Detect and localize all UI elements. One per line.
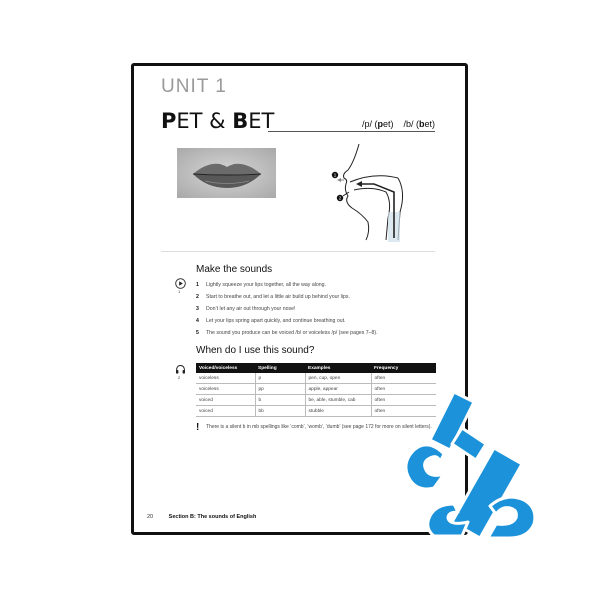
title-second-cap: B (232, 109, 249, 133)
table-cell: often (371, 395, 436, 406)
table-cell: voiceless (196, 384, 255, 395)
unit-label: UNIT 1 (161, 76, 227, 97)
make-sounds-heading: Make the sounds (196, 264, 273, 275)
page-title (161, 109, 274, 133)
table-cell: voiced (196, 406, 255, 417)
table-cell: often (371, 384, 436, 395)
head-cross-section-diagram (314, 142, 410, 242)
steps-list (196, 280, 446, 340)
col-examples: Examples (305, 363, 371, 373)
list-item: 2 Start to breathe out, and let a little air build up behind your lips. (196, 294, 350, 300)
table-cell: stubble (305, 406, 371, 417)
p-symbol: /p/ (361, 119, 372, 129)
col-spelling: Spelling (255, 363, 305, 373)
table-row (196, 373, 436, 384)
warning-icon: ! (196, 422, 200, 433)
p-word-rest: et (382, 119, 391, 129)
title-rule (268, 131, 435, 132)
col-voiced: Voiced/voiceless (196, 363, 255, 373)
listen-track-button[interactable] (175, 362, 186, 380)
track-number: 1 (178, 289, 181, 294)
play-track-button[interactable] (175, 276, 186, 294)
table-cell: often (371, 373, 436, 384)
play-track-icon (175, 278, 186, 289)
table-header-row (196, 363, 436, 373)
title-first-cap: P (161, 109, 177, 133)
p-word-bold: p (377, 119, 383, 129)
list-item: 1 Lightly squeeze your lips together, all the way along. (196, 282, 326, 288)
table-cell: b (255, 395, 305, 406)
list-item: 5 The sound you produce can be voiced /b/ or voiceless /p/ (see pages 7–8). (196, 330, 378, 336)
lips-photo (177, 148, 276, 198)
section-divider (161, 251, 435, 252)
title-first-rest: ET & (176, 109, 233, 133)
diagram-label-2: 2 (338, 195, 342, 201)
usage-heading: When do I use this sound? (196, 345, 315, 356)
table-cell: bb (255, 406, 305, 417)
table-cell: apple, appear (305, 384, 371, 395)
table-cell: pen, cup, open (305, 373, 371, 384)
table-cell: p (255, 373, 305, 384)
b-symbol: /b/ (403, 119, 414, 129)
page-number: 20 (147, 514, 154, 520)
table-cell: be, able, stumble, cab (305, 395, 371, 406)
track-number: 2 (178, 375, 181, 380)
phoneme-labels: /p/ (pet) /b/ (bet) (361, 119, 435, 129)
diagram-label-1: 1 (333, 172, 337, 178)
b-word-bold: b (418, 119, 425, 129)
headphones-icon (175, 364, 186, 375)
page-footer (147, 514, 256, 520)
title-second-rest: ET (248, 109, 275, 133)
section-title: Section B: The sounds of English (168, 514, 257, 520)
col-frequency: Frequency (371, 363, 436, 373)
list-item: 4 Let your lips spring apart quickly, and continue breathing out. (196, 318, 346, 324)
publisher-logo (378, 388, 548, 538)
table-cell: voiceless (196, 373, 255, 384)
b-word-rest: et (424, 119, 432, 129)
silent-letter-note: There is a silent b in mb spellings like ‘comb’, ‘womb’, ‘dumb’ (see page 172 for more on silent letters). (206, 424, 432, 430)
table-cell: often (371, 406, 436, 417)
list-item: 3 Don’t let any air out through your nose! (196, 306, 296, 312)
table-cell: pp (255, 384, 305, 395)
table-cell: voiced (196, 395, 255, 406)
